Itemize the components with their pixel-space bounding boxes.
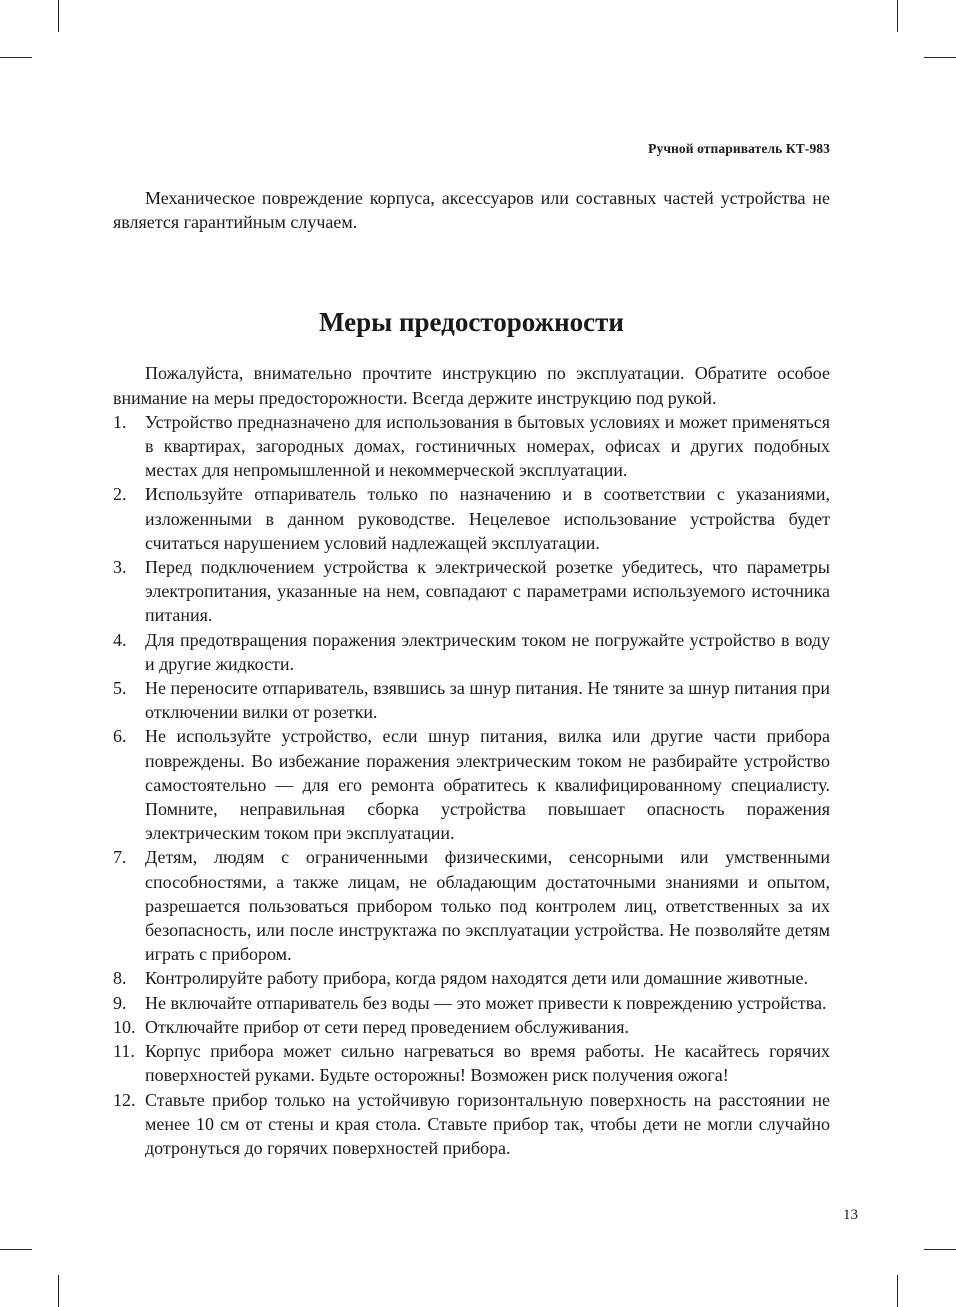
list-item xyxy=(113,628,830,676)
crop-mark-bottom-left-h xyxy=(0,1249,32,1250)
crop-mark-bottom-right-h xyxy=(924,1249,956,1250)
list-item-text: Устройство предназначено для использования в бытовых условиях и может применяться в квартирах, загородных домах, гостиничных номерах, офисах и других подобных местах для непромышленной и некоммерческой эксплуатации. xyxy=(145,411,830,481)
list-item-text: Корпус прибора может сильно нагреваться во время работы. Не касайтесь горячих поверхностей руками. Будьте осторожны! Возможен риск получения ожога! xyxy=(145,1041,830,1086)
list-item-text: Используйте отпариватель только по назначению и в соответствии с указаниями, изложенными в данном руководстве. Нецелевое использование устройства будет считаться нарушением условий надлежащей эксплуатации. xyxy=(145,484,830,553)
list-item xyxy=(113,555,830,628)
list-item xyxy=(113,724,830,845)
list-item xyxy=(113,482,830,555)
list-item-number: 12. xyxy=(113,1089,136,1110)
list-item-text: Для предотвращения поражения электрическим током не погружайте устройство в воду и другие жидкости. xyxy=(145,629,830,674)
list-item-text: Не включайте отпариватель без воды — это может привести к повреждению устройства. xyxy=(145,992,827,1013)
section-title: Меры предосторожности xyxy=(319,307,624,338)
list-item-text: Перед подключением устройства к электрической розетке убедитесь, что параметры электропитания, указанные на нем, совпадают с параметрами используемого источника питания. xyxy=(145,557,830,626)
list-item-number: 9. xyxy=(113,992,127,1013)
crop-mark-top-left-h xyxy=(0,57,32,58)
list-item-number: 11. xyxy=(113,1041,135,1062)
list-item-number: 10. xyxy=(113,1016,136,1037)
list-item xyxy=(113,1088,830,1161)
list-item-number: 7. xyxy=(113,847,127,868)
intro-paragraph: Механическое повреждение корпуса, аксессуаров или составных частей устройства не является гарантийным случаем. xyxy=(113,188,830,233)
list-item-number: 4. xyxy=(113,629,127,650)
list-item xyxy=(113,1015,830,1039)
list-item xyxy=(113,991,830,1015)
list-item xyxy=(113,410,830,483)
precautions-list xyxy=(113,410,830,1160)
crop-mark-top-right xyxy=(897,0,898,32)
crop-mark-top-right-h xyxy=(924,57,956,58)
page-number: 13 xyxy=(843,1207,858,1223)
list-item xyxy=(113,676,830,724)
running-header: Ручной отпариватель КТ-983 xyxy=(648,141,830,156)
list-item-text: Отключайте прибор от сети перед проведением обслуживания. xyxy=(145,1016,629,1037)
list-item-number: 5. xyxy=(113,678,127,699)
list-item-text: Не переносите отпариватель, взявшись за шнур питания. Не тяните за шнур питания при отключении вилки от розетки. xyxy=(145,678,830,723)
lead-paragraph: Пожалуйста, внимательно прочтите инструкцию по эксплуатации. Обратите особое внимание на меры предосторожности. Всегда держите инструкцию под рукой. xyxy=(113,363,830,408)
list-item-text: Ставьте прибор только на устойчивую горизонтальную поверхность на расстоянии не менее 10 см от стены и края стола. Ставьте прибор так, чтобы дети не могли случайно дотронуться до горячих поверхностей прибора. xyxy=(145,1089,830,1158)
list-item-number: 3. xyxy=(113,557,127,578)
crop-mark-bottom-right xyxy=(897,1275,898,1307)
list-item-number: 8. xyxy=(113,968,127,989)
list-item xyxy=(113,1039,830,1087)
list-item xyxy=(113,966,830,990)
crop-mark-bottom-left xyxy=(58,1275,59,1307)
list-item-number: 1. xyxy=(113,411,127,432)
page-body xyxy=(113,186,830,1160)
list-item-text: Не используйте устройство, если шнур питания, вилка или другие части прибора повреждены. Во избежание поражения электрическим током не разбирайте устройство самостоятельно — для его ремонта обратитесь к квалифицированному специалисту. Помните, неправильная сборка устройства повышает опасность поражения электрическим током при эксплуатации. xyxy=(145,726,830,844)
list-item-number: 6. xyxy=(113,726,127,747)
list-item xyxy=(113,845,830,966)
list-item-number: 2. xyxy=(113,484,127,505)
crop-mark-top-left xyxy=(58,0,59,32)
list-item-text: Детям, людям с ограниченными физическими, сенсорными или умственными способностями, а также лицам, не обладающим достаточными знаниями и опытом, разрешается пользоваться прибором только под контролем лиц, ответственных за их безопасность, или после инструктажа по эксплуатации устройства. Не позволяйте детям играть с прибором. xyxy=(145,847,830,965)
list-item-text: Контролируйте работу прибора, когда рядом находятся дети или домашние животные. xyxy=(145,968,808,989)
